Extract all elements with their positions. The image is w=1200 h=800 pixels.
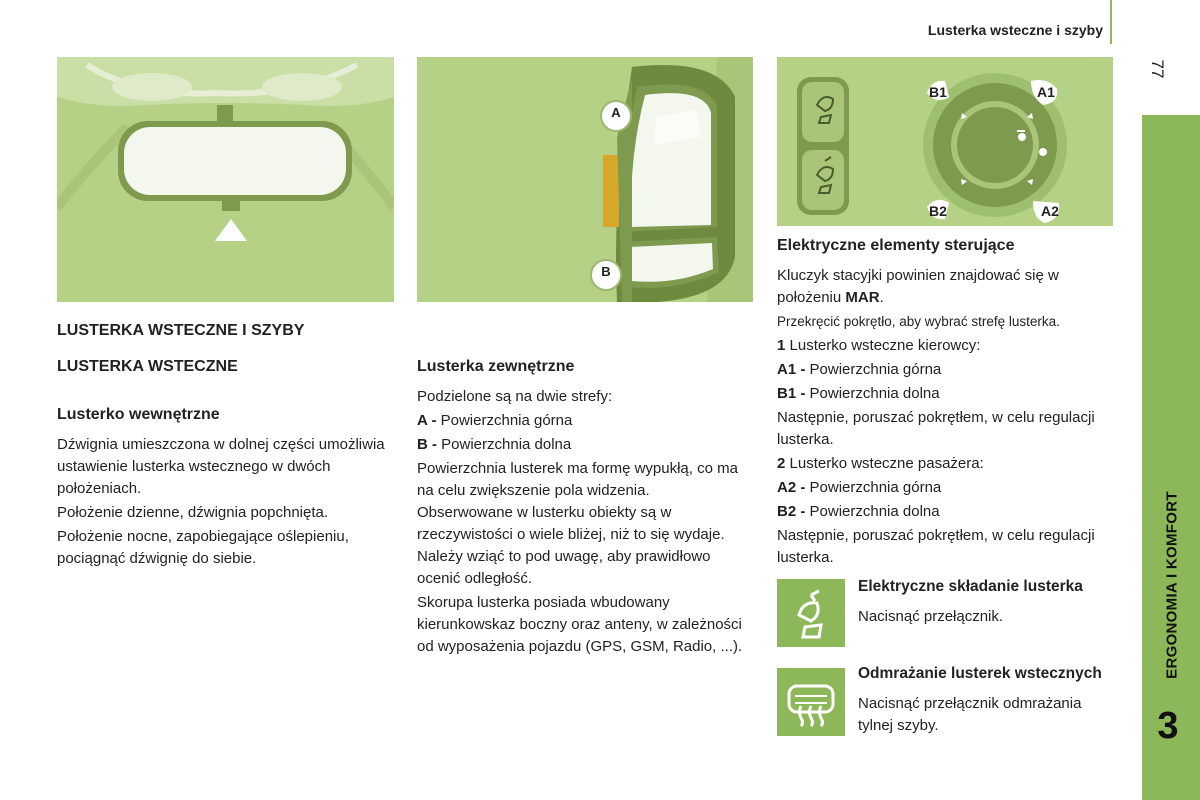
mirror-housing-paragraph: Skorupa lusterka posiada wbudowany kierunkowskaz boczny oraz anteny, w zależności od wyposażenia pojazdu (GPS, GSM, Radio, ...). bbox=[417, 594, 743, 655]
zone-b2-item: B2 - Powierzchnia dolna bbox=[777, 503, 940, 520]
interior-mirror-illustration bbox=[57, 57, 394, 302]
chapter-number: 3 bbox=[1157, 705, 1179, 747]
rear-defrost-text: Nacisnąć przełącznik odmrażania tylnej szyby. bbox=[858, 695, 1082, 734]
rear-defrost-section bbox=[858, 663, 1118, 739]
convex-surface-paragraph: Powierzchnia lusterek ma formę wypukłą, co ma na celu zwiększenie pola widzenia. Obserwowane w lusterku obiekty są w rzeczywistości o wiele bliżej, niż to się wydaje. Należy wziąć to pod uwagę, aby prawidłowo ocenić odległość. bbox=[417, 460, 738, 587]
interior-mirror-paragraph: Dźwignia umieszczona w dolnej części umożliwia ustawienie lusterka wstecznego w dwóch położeniach. bbox=[57, 436, 385, 497]
driver-mirror-item: 1 Lusterko wsteczne kierowcy: bbox=[777, 337, 981, 354]
select-zone-paragraph: Przekręcić pokrętło, aby wybrać strefę lusterka. bbox=[777, 314, 1060, 329]
interior-mirror-heading: Lusterko wewnętrzne bbox=[57, 406, 220, 423]
night-position-text: Położenie nocne, zapobiegające oślepieniu, pociągnąć dźwignię do siebie. bbox=[57, 528, 349, 567]
exterior-mirror-heading: Lusterka zewnętrzne bbox=[417, 358, 575, 375]
mirror-fold-text: Nacisnąć przełącznik. bbox=[858, 608, 1004, 625]
adjust-paragraph-1: Następnie, poruszać pokrętłem, w celu regulacji lusterka. bbox=[777, 409, 1095, 448]
mirror-fold-section bbox=[858, 576, 1118, 630]
ignition-paragraph: Kluczyk stacyjki powinien znajdować się w położeniu MAR. bbox=[777, 267, 1059, 306]
section-label: ERGONOMIA I KOMFORT bbox=[1163, 491, 1181, 679]
zone-a2-item: A2 - Powierzchnia górna bbox=[777, 479, 942, 496]
column-electric-controls bbox=[777, 235, 1117, 571]
running-header: Lusterka wsteczne i szyby bbox=[927, 22, 1103, 38]
section-subtitle: LUSTERKA WSTECZNE bbox=[57, 358, 238, 375]
day-position-text: Położenie dzienne, dźwignia popchnięta. bbox=[57, 504, 329, 521]
control-label-b2: B2 bbox=[929, 203, 947, 219]
column-interior-mirror bbox=[57, 320, 397, 572]
rear-defrost-title: Odmrażanie lusterek wstecznych bbox=[858, 665, 1102, 682]
mirror-label-b: B bbox=[601, 264, 611, 279]
mirror-fold-title: Elektryczne składanie lusterka bbox=[858, 578, 1083, 595]
zones-intro: Podzielone są na dwie strefy: bbox=[417, 388, 613, 405]
exterior-mirror-illustration bbox=[417, 57, 753, 302]
mirror-controls-illustration bbox=[777, 57, 1113, 226]
zone-a-item: A - Powierzchnia górna bbox=[417, 412, 573, 429]
control-label-b1: B1 bbox=[929, 84, 947, 100]
column-exterior-mirror bbox=[417, 356, 747, 660]
passenger-mirror-item: 2 Lusterko wsteczne pasażera: bbox=[777, 455, 984, 472]
page-number: 77 bbox=[1148, 59, 1167, 79]
rear-defrost-icon bbox=[777, 668, 845, 736]
mirror-label-a: A bbox=[611, 105, 621, 120]
mirror-fold-icon bbox=[777, 579, 845, 647]
zone-a1-item: A1 - Powierzchnia górna bbox=[777, 361, 942, 378]
zone-b1-item: B1 - Powierzchnia dolna bbox=[777, 385, 940, 402]
adjust-paragraph-2: Następnie, poruszać pokrętłem, w celu regulacji lusterka. bbox=[777, 527, 1095, 566]
header-rule bbox=[1110, 0, 1112, 44]
electric-controls-heading: Elektryczne elementy sterujące bbox=[777, 237, 1015, 254]
section-title: LUSTERKA WSTECZNE I SZYBY bbox=[57, 322, 305, 339]
control-label-a1: A1 bbox=[1037, 84, 1055, 100]
control-label-a2: A2 bbox=[1041, 203, 1059, 219]
zone-b-item: B - Powierzchnia dolna bbox=[417, 436, 572, 453]
